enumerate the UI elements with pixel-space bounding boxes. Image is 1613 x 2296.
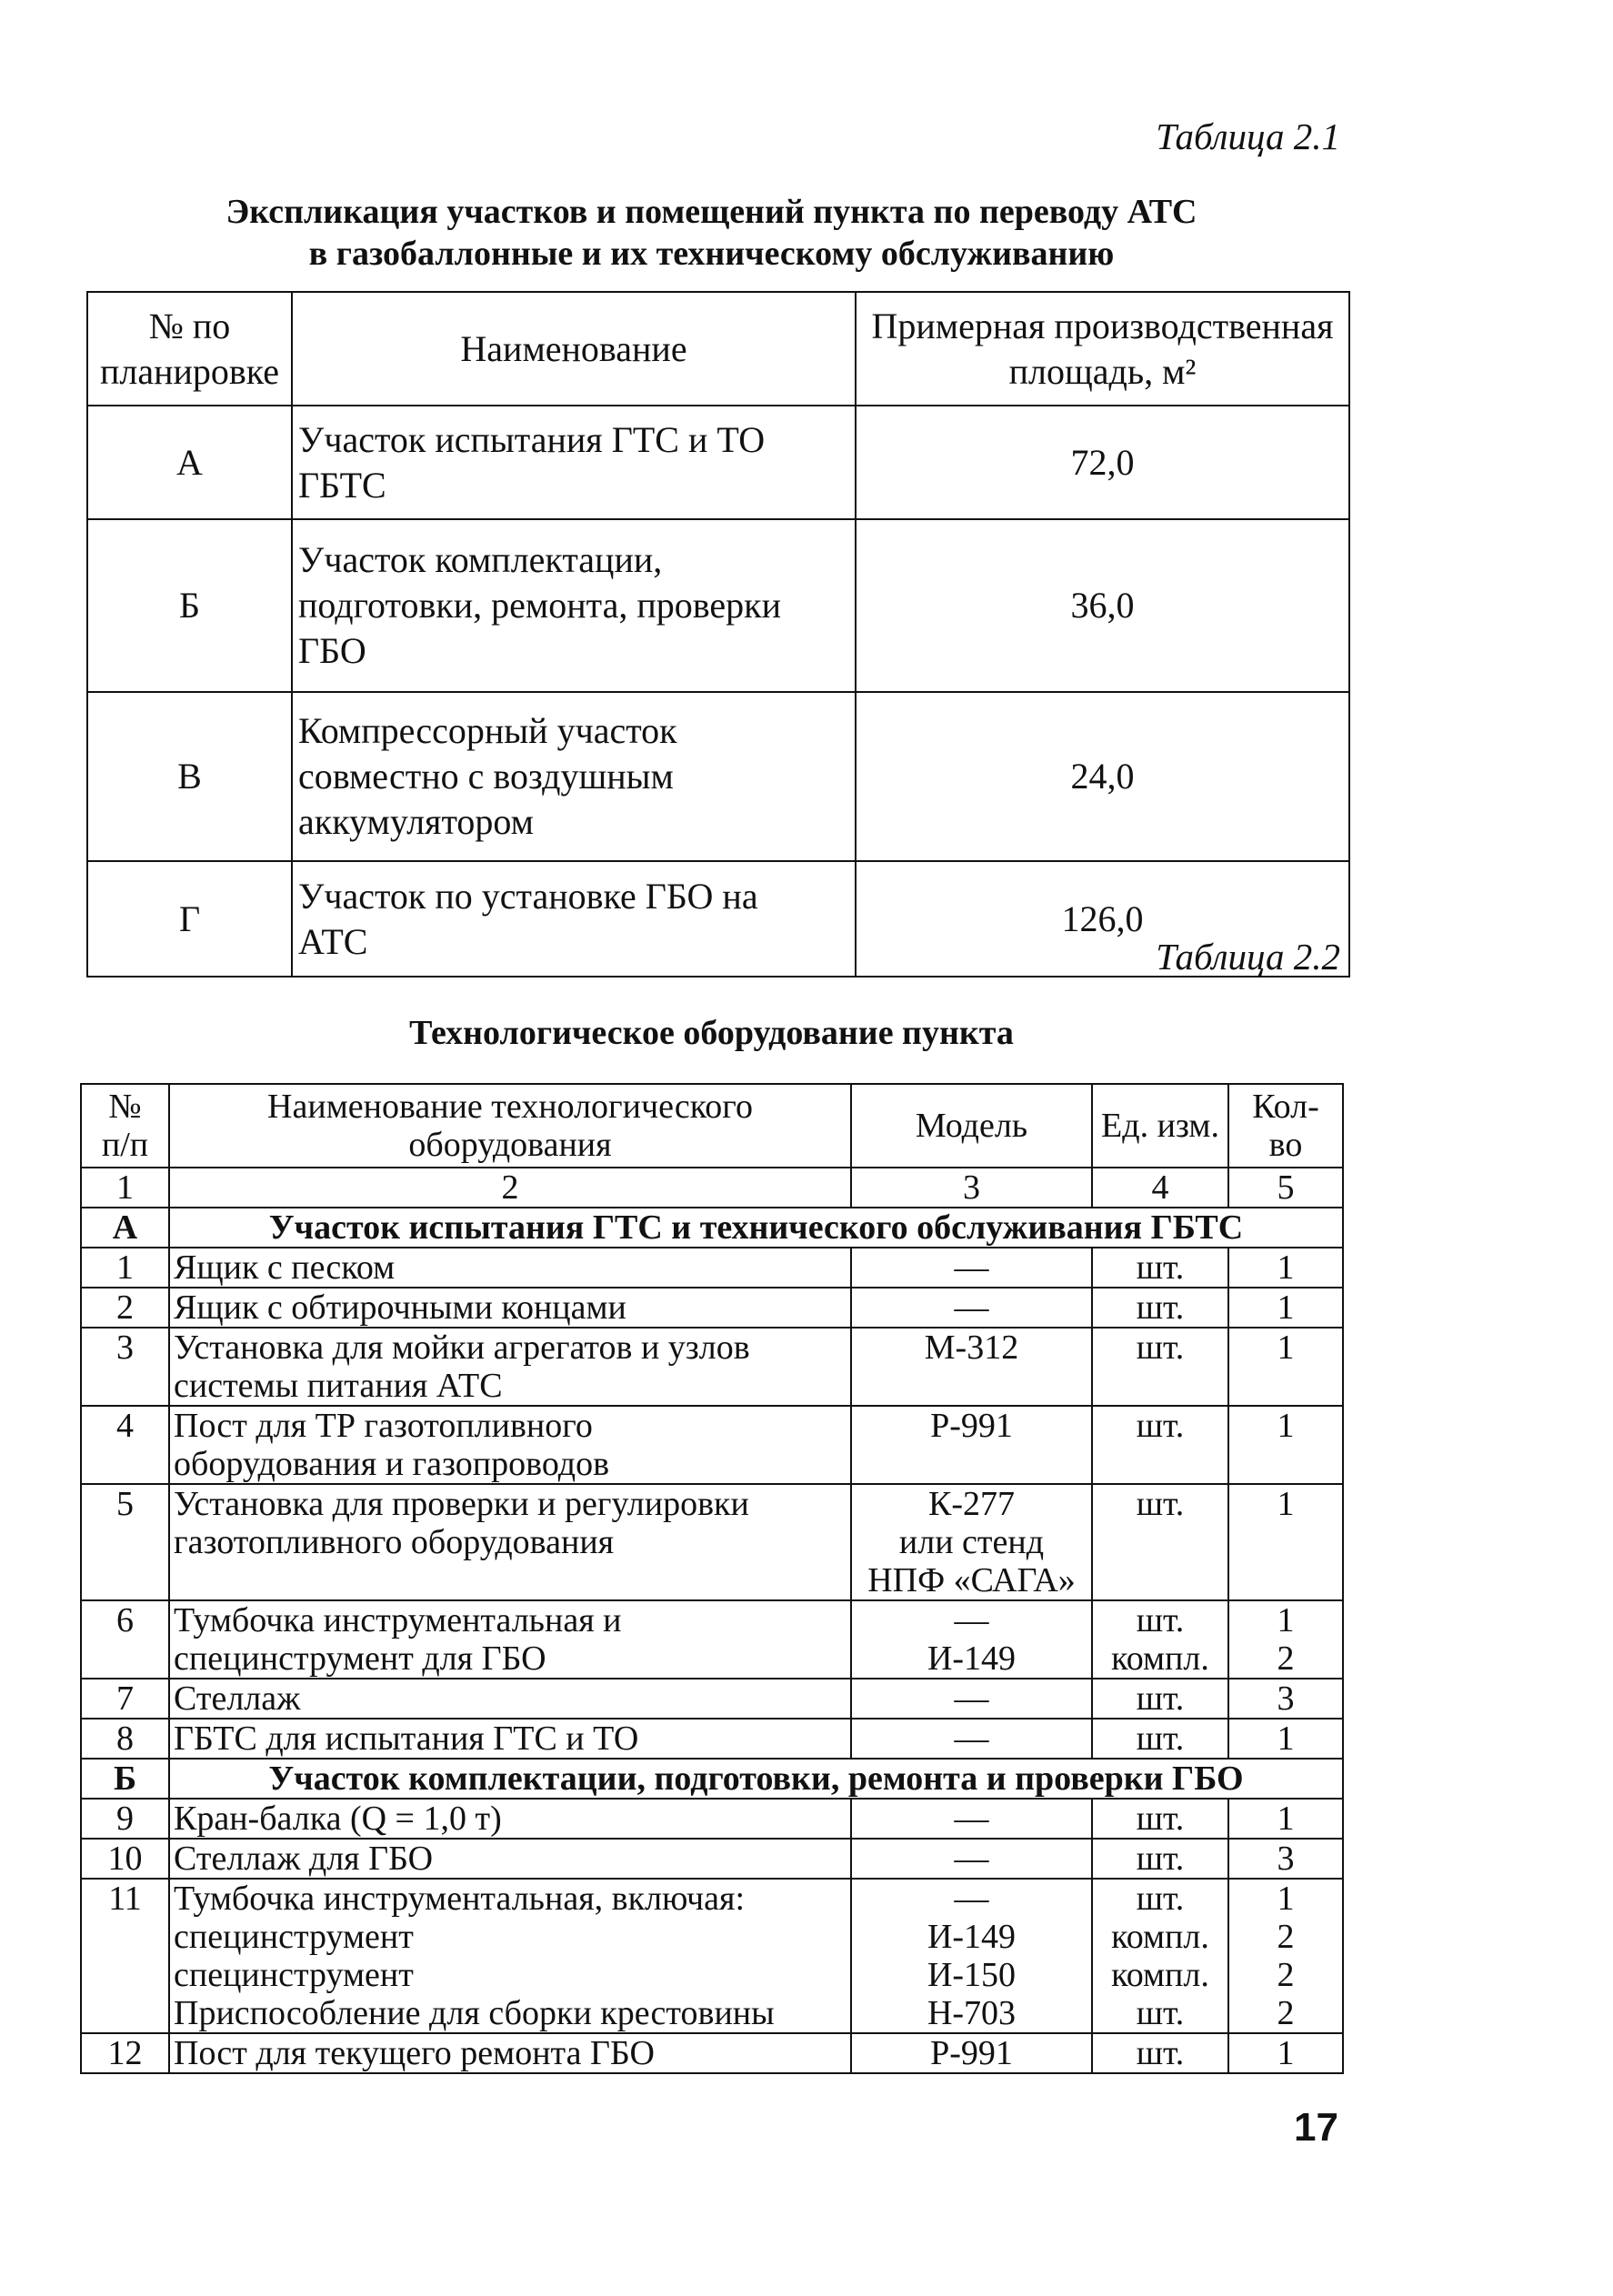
- table2-colnum-cell: 5: [1228, 1168, 1343, 1208]
- equipment-model: [851, 1719, 1092, 1759]
- equipment-model: [851, 1679, 1092, 1719]
- table2-header-line: оборудования: [408, 1126, 612, 1164]
- equipment-model-line: И-150: [927, 1956, 1017, 1994]
- equipment-name-line: Установка для проверки и регулировки: [174, 1485, 749, 1523]
- equipment-name-line: Ящик с песком: [174, 1248, 396, 1287]
- table-row: [81, 2033, 1343, 2073]
- equipment-unit-line: шт.: [1136, 1601, 1185, 1639]
- table2-header-line: во: [1268, 1126, 1303, 1164]
- equipment-qty-line: 2: [1277, 1956, 1295, 1994]
- table2-header-cell: [81, 1084, 169, 1168]
- table1-cell-area: 24,0: [856, 692, 1349, 861]
- table2-header-line: №: [108, 1088, 142, 1126]
- equipment-qty-line: 2: [1277, 1994, 1295, 2032]
- equipment-qty: [1228, 1288, 1343, 1328]
- equipment-model: [851, 2033, 1092, 2073]
- table-row: [81, 1679, 1343, 1719]
- table1-name-line: подготовки, ремонта, проверки: [298, 585, 782, 626]
- equipment-model-line: К-277: [928, 1485, 1015, 1523]
- equipment-unit-line: шт.: [1136, 1288, 1185, 1327]
- equipment-name-line: Тумбочка инструментальная, включая:: [174, 1880, 746, 1918]
- table1-header-line: Наименование: [460, 327, 687, 369]
- equipment-qty-line: 1: [1277, 1328, 1295, 1367]
- table2: [80, 1083, 1344, 2074]
- equipment-name: [169, 1679, 851, 1719]
- equipment-name-line: Установка для мойки агрегатов и узлов: [174, 1328, 750, 1367]
- table1-cell-area: 72,0: [856, 406, 1349, 519]
- table2-header-line: Кол-: [1252, 1088, 1319, 1126]
- equipment-unit-line: шт.: [1136, 2034, 1185, 2072]
- equipment-unit-line: компл.: [1111, 1918, 1209, 1956]
- section-row: [81, 1208, 1343, 1248]
- table1-caption: Таблица 2.1: [1156, 115, 1340, 157]
- equipment-model-line: —: [954, 1288, 989, 1327]
- equipment-name-line: ГБТС для испытания ГТС и ТО: [174, 1719, 639, 1758]
- equipment-model-line: НПФ «САГА»: [867, 1561, 1076, 1599]
- table1-title: [0, 191, 1423, 275]
- equipment-unit-line: шт.: [1136, 1679, 1185, 1718]
- equipment-name-line: газотопливного оборудования: [174, 1523, 615, 1561]
- equipment-qty-line: 1: [1277, 1485, 1295, 1523]
- table1-title-line2: в газобаллонные и их техническому обслуживанию: [308, 235, 1115, 273]
- equipment-name: [169, 1719, 851, 1759]
- table2-header-cell: [1228, 1084, 1343, 1168]
- equipment-qty: [1228, 1484, 1343, 1600]
- equipment-name: [169, 1484, 851, 1600]
- equipment-name-line: Стеллаж для ГБО: [174, 1840, 434, 1878]
- equipment-qty: [1228, 1248, 1343, 1288]
- table-row: [87, 692, 1349, 861]
- equipment-unit: [1092, 1839, 1228, 1879]
- table1-cell-num: А: [87, 406, 292, 519]
- equipment-model-line: —: [954, 1719, 989, 1758]
- table1-header-line: № по: [148, 305, 231, 346]
- equipment-model-line: Н-703: [927, 1994, 1017, 2032]
- equipment-unit-line: шт.: [1136, 1719, 1185, 1758]
- equipment-model: [851, 1839, 1092, 1879]
- table1-cell-num: В: [87, 692, 292, 861]
- table1-header-line: площадь, м²: [1008, 350, 1197, 392]
- table-row: [81, 1600, 1343, 1679]
- equipment-qty-line: 1: [1277, 2034, 1295, 2072]
- table1-cell-name: [292, 861, 856, 977]
- table1-title-line1: Экспликация участков и помещений пункта по переводу АТС: [225, 193, 1197, 231]
- equipment-unit-line: шт.: [1136, 1994, 1185, 2032]
- row-number: 12: [81, 2033, 169, 2073]
- section-title: Участок комплектации, подготовки, ремонта и проверки ГБО: [169, 1759, 1343, 1799]
- table-row: [81, 1719, 1343, 1759]
- equipment-name-line: Стеллаж: [174, 1679, 301, 1718]
- table2-header-cell: [851, 1084, 1092, 1168]
- row-number: 9: [81, 1799, 169, 1839]
- equipment-name-line: Тумбочка инструментальная и: [174, 1601, 622, 1639]
- row-number: 2: [81, 1288, 169, 1328]
- equipment-unit-line: шт.: [1136, 1328, 1185, 1367]
- table-row: [81, 1839, 1343, 1879]
- equipment-name: [169, 1248, 851, 1288]
- equipment-unit: [1092, 1328, 1228, 1406]
- equipment-model: [851, 1248, 1092, 1288]
- equipment-qty: [1228, 1799, 1343, 1839]
- equipment-qty-line: 1: [1277, 1719, 1295, 1758]
- table1-header-cell: [87, 292, 292, 406]
- equipment-qty-line: 3: [1277, 1679, 1295, 1718]
- equipment-unit: [1092, 1484, 1228, 1600]
- table1-name-line: Участок испытания ГТС и ТО: [298, 418, 766, 460]
- table1-cell-area: 126,0: [856, 861, 1349, 977]
- row-number: 7: [81, 1679, 169, 1719]
- equipment-name: [169, 2033, 851, 2073]
- equipment-model-line: —: [954, 1880, 989, 1918]
- equipment-unit: [1092, 1799, 1228, 1839]
- table1-cell-name: [292, 519, 856, 692]
- equipment-model: [851, 1799, 1092, 1839]
- equipment-name-line: Ящик с обтирочными концами: [174, 1288, 626, 1327]
- table-row: [87, 519, 1349, 692]
- equipment-model: [851, 1288, 1092, 1328]
- equipment-unit: [1092, 1406, 1228, 1484]
- equipment-qty-line: 2: [1277, 1918, 1295, 1956]
- equipment-name: [169, 1288, 851, 1328]
- equipment-qty-line: 1: [1277, 1288, 1295, 1327]
- row-number: 6: [81, 1600, 169, 1679]
- equipment-model: [851, 1328, 1092, 1406]
- equipment-unit-line: шт.: [1136, 1840, 1185, 1878]
- equipment-name: [169, 1406, 851, 1484]
- equipment-name-line: Пост для ТР газотопливного: [174, 1407, 593, 1445]
- equipment-qty-line: 3: [1277, 1840, 1295, 1878]
- equipment-name-line: специнструмент для ГБО: [174, 1639, 546, 1678]
- equipment-qty-line: 2: [1277, 1639, 1295, 1678]
- equipment-model-line: —: [954, 1601, 989, 1639]
- equipment-unit: [1092, 1600, 1228, 1679]
- equipment-qty-line: 1: [1277, 1248, 1295, 1287]
- table2-colnum-cell: 1: [81, 1168, 169, 1208]
- table1-name-line: Участок по установке ГБО на: [298, 875, 758, 917]
- section-row: [81, 1759, 1343, 1799]
- table2-header-row: [81, 1084, 1343, 1168]
- row-number: 1: [81, 1248, 169, 1288]
- table1-header-line: планировке: [99, 350, 279, 392]
- equipment-qty: [1228, 1406, 1343, 1484]
- table-row: [81, 1328, 1343, 1406]
- table2-colnum-cell: 3: [851, 1168, 1092, 1208]
- equipment-name: [169, 1600, 851, 1679]
- equipment-model-line: —: [954, 1248, 989, 1287]
- page-number: 17: [1294, 2105, 1338, 2150]
- equipment-qty: [1228, 1719, 1343, 1759]
- table1-header-row: [87, 292, 1349, 406]
- table-row: [81, 1248, 1343, 1288]
- table1-name-line: Компрессорный участок: [298, 710, 677, 751]
- table2-colnum-cell: 4: [1092, 1168, 1228, 1208]
- table-row: [81, 1484, 1343, 1600]
- table1-name-line: ГБО: [298, 630, 366, 671]
- table1-name-line: АТС: [298, 920, 368, 962]
- table1-cell-name: [292, 692, 856, 861]
- equipment-name-line: системы питания АТС: [174, 1367, 503, 1405]
- table2-title: Технологическое оборудование пункта: [409, 1014, 1014, 1052]
- equipment-model-line: И-149: [927, 1639, 1017, 1678]
- equipment-unit: [1092, 1719, 1228, 1759]
- table-row: [81, 1288, 1343, 1328]
- equipment-name: [169, 1879, 851, 2033]
- equipment-qty-line: 1: [1277, 1800, 1295, 1838]
- equipment-name: [169, 1799, 851, 1839]
- equipment-name: [169, 1839, 851, 1879]
- equipment-qty: [1228, 1839, 1343, 1879]
- table2-colnum-cell: 2: [169, 1168, 851, 1208]
- equipment-model-line: —: [954, 1840, 989, 1878]
- table-row: [81, 1799, 1343, 1839]
- row-number: 11: [81, 1879, 169, 2033]
- equipment-unit-line: шт.: [1136, 1407, 1185, 1445]
- equipment-unit-line: шт.: [1136, 1880, 1185, 1918]
- table2-caption: Таблица 2.2: [1156, 936, 1340, 978]
- table2-header-cell: [1092, 1084, 1228, 1168]
- equipment-model: [851, 1484, 1092, 1600]
- table1-header-cell: [856, 292, 1349, 406]
- row-number: 4: [81, 1406, 169, 1484]
- equipment-unit: [1092, 2033, 1228, 2073]
- equipment-unit-line: компл.: [1111, 1956, 1209, 1994]
- table-row: [87, 406, 1349, 519]
- table1-name-line: ГБТС: [298, 464, 386, 506]
- equipment-unit-line: шт.: [1136, 1800, 1185, 1838]
- table1-header-line: Примерная производственная: [871, 305, 1334, 346]
- equipment-qty-line: 1: [1277, 1407, 1295, 1445]
- equipment-model: [851, 1600, 1092, 1679]
- table2-header-line: Ед. изм.: [1101, 1107, 1219, 1145]
- equipment-model-line: или стенд: [898, 1523, 1045, 1561]
- table-row: [81, 1406, 1343, 1484]
- equipment-name-line: Приспособление для сборки крестовины: [174, 1994, 775, 2032]
- equipment-model-line: Р-991: [930, 2034, 1013, 2072]
- table2-header-line: п/п: [101, 1126, 149, 1164]
- section-label: А: [81, 1208, 169, 1248]
- row-number: 3: [81, 1328, 169, 1406]
- equipment-unit: [1092, 1248, 1228, 1288]
- equipment-name: [169, 1328, 851, 1406]
- row-number: 10: [81, 1839, 169, 1879]
- table1: [86, 291, 1350, 978]
- equipment-model-line: М-312: [924, 1328, 1019, 1367]
- equipment-name-line: специнструмент: [174, 1956, 414, 1994]
- table2-header-line: Модель: [915, 1107, 1028, 1145]
- table1-cell-num: Б: [87, 519, 292, 692]
- equipment-qty: [1228, 1600, 1343, 1679]
- equipment-name-line: оборудования и газопроводов: [174, 1445, 610, 1483]
- section-label: Б: [81, 1759, 169, 1799]
- table2-colnum-row: [81, 1168, 1343, 1208]
- equipment-model-line: И-149: [927, 1918, 1017, 1956]
- equipment-qty-line: 1: [1277, 1601, 1295, 1639]
- equipment-name-line: специнструмент: [174, 1918, 414, 1956]
- equipment-qty: [1228, 1679, 1343, 1719]
- equipment-model-line: —: [954, 1800, 989, 1838]
- equipment-qty-line: 1: [1277, 1880, 1295, 1918]
- table1-name-line: аккумулятором: [298, 801, 534, 842]
- equipment-name-line: Кран-балка (Q = 1,0 т): [174, 1800, 502, 1838]
- equipment-unit: [1092, 1879, 1228, 2033]
- equipment-unit-line: шт.: [1136, 1485, 1185, 1523]
- row-number: 8: [81, 1719, 169, 1759]
- table1-name-line: совместно с воздушным: [298, 756, 674, 797]
- equipment-unit-line: шт.: [1136, 1248, 1185, 1287]
- row-number: 5: [81, 1484, 169, 1600]
- equipment-unit: [1092, 1288, 1228, 1328]
- equipment-qty: [1228, 1328, 1343, 1406]
- equipment-unit: [1092, 1679, 1228, 1719]
- equipment-model-line: Р-991: [930, 1407, 1013, 1445]
- section-title: Участок испытания ГТС и технического обслуживания ГБТС: [169, 1208, 1343, 1248]
- equipment-qty: [1228, 2033, 1343, 2073]
- equipment-model-line: —: [954, 1679, 989, 1718]
- equipment-model: [851, 1406, 1092, 1484]
- table1-cell-area: 36,0: [856, 519, 1349, 692]
- table1-cell-name: [292, 406, 856, 519]
- table2-header-cell: [169, 1084, 851, 1168]
- equipment-name-line: Пост для текущего ремонта ГБО: [174, 2034, 655, 2072]
- table1-header-cell: [292, 292, 856, 406]
- equipment-unit-line: компл.: [1111, 1639, 1209, 1678]
- table1-cell-num: Г: [87, 861, 292, 977]
- equipment-qty: [1228, 1879, 1343, 2033]
- table-row: [81, 1879, 1343, 2033]
- equipment-model: [851, 1879, 1092, 2033]
- table2-header-line: Наименование технологического: [267, 1088, 753, 1126]
- table1-name-line: Участок комплектации,: [298, 539, 663, 580]
